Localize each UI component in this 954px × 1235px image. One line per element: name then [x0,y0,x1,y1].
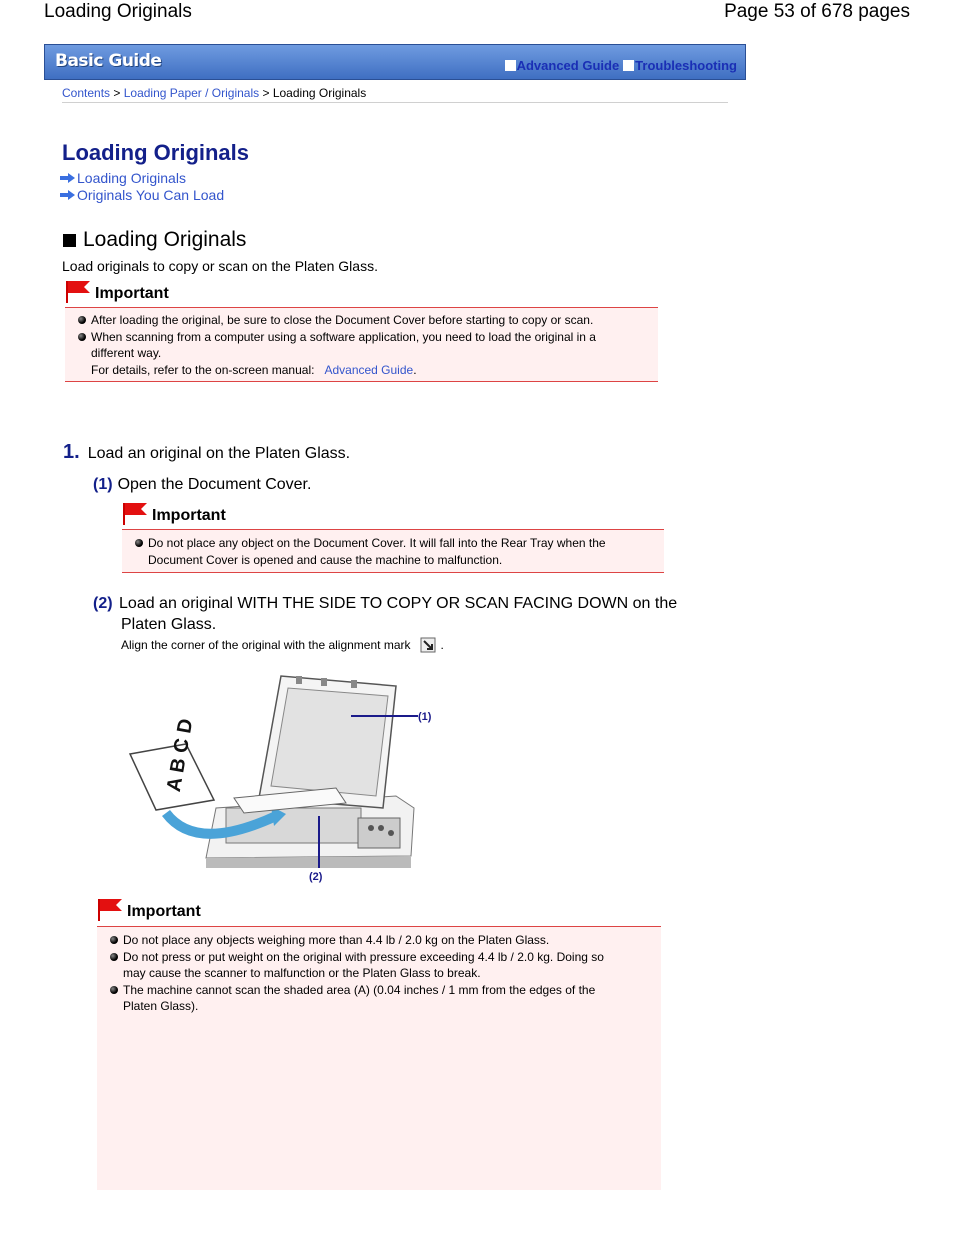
substep-1 [93,476,311,494]
advanced-guide-link[interactable] [505,58,620,73]
bullet-icon [110,936,118,944]
substep-2 [93,593,677,635]
callout-label-2: (2) [309,871,323,883]
list-item: After loading the original, be sure to close the Document Cover before starting to copy or scan. [76,312,658,329]
red-flag-icon [66,281,92,303]
document-title: Loading Originals [44,1,192,22]
bullet-icon [78,316,86,324]
red-flag-icon [98,899,124,921]
substep-text: Load an original WITH THE SIDE TO COPY OR SCAN FACING DOWN on the [119,595,678,612]
step-text: Load an original on the Platen Glass. [87,445,351,462]
section-heading [63,228,246,252]
bullet-icon [78,333,86,341]
list-item: Do not place any objects weighing more than 4.4 lb / 2.0 kg on the Platen Glass. [108,932,661,949]
alignment-mark-icon [420,637,436,653]
important-label: Important [152,507,226,524]
arrow-right-icon [60,173,75,183]
alignment-instruction: Align the corner of the original with the alignment mark . [121,638,444,652]
paper-letters: A B C D [162,717,198,794]
square-bullet-icon [63,234,76,247]
breadcrumb-separator: > [110,86,124,100]
list-item: Do not press or put weight on the original with pressure exceeding 4.4 lb / 2.0 kg. Doing so may cause the scanner to malfunction or the Platen Glass to break. [108,949,661,982]
advanced-guide-inline-link[interactable]: Advanced Guide [324,362,414,377]
important-box [97,926,661,1190]
section-heading-text: Loading Originals [83,228,247,251]
list-item: Do not place any object on the Document Cover. It will fall into the Rear Tray when the Document Cover is opened and cause the machine to malfunction. [133,535,664,568]
platen-glass-illustration [126,668,446,886]
banner-links [505,58,737,73]
guide-banner [44,44,746,80]
breadcrumb-separator: > [259,86,273,100]
substep-number: (1) [93,476,113,493]
breadcrumb-contents-link[interactable]: Contents [62,86,111,100]
square-icon [623,60,634,71]
page-indicator: Page 53 of 678 pages [724,1,910,22]
breadcrumb-divider [62,102,728,103]
basic-guide-logo: Basic Guide [55,51,162,71]
step-1 [63,441,350,464]
arrow-right-icon [60,190,75,200]
substep-text: Open the Document Cover. [117,476,312,493]
important-box [122,529,664,573]
substep-text-continued: Platen Glass. [121,616,217,633]
toc-link-label: Originals You Can Load [77,187,225,203]
troubleshooting-link[interactable] [623,58,737,73]
list-item: The machine cannot scan the shaded area (A) (0.04 inches / 1 mm from the edges of the Platen Glass). [108,982,661,1015]
important-box [65,307,658,382]
bullet-icon [110,986,118,994]
toc-link-label: Loading Originals [77,170,186,186]
callout-label-1: (1) [418,711,432,723]
important-heading [66,281,169,303]
important-label: Important [127,903,201,920]
breadcrumb [62,86,366,100]
bullet-icon [110,953,118,961]
toc-link-originals-you-can-load[interactable] [60,187,224,203]
toc-link-loading-originals[interactable] [60,170,186,186]
breadcrumb-loading-paper-link[interactable]: Loading Paper / Originals [123,86,260,100]
list-item: When scanning from a computer using a software application, you need to load the original in a different way. For details, refer to the on-screen manual: Advanced Guide. [76,329,658,379]
substep-number: (2) [93,595,113,612]
bullet-icon [135,539,143,547]
important-label: Important [95,285,169,302]
step-number: 1. [63,441,80,463]
intro-text: Load originals to copy or scan on the Platen Glass. [62,258,378,274]
important-heading [123,503,226,525]
square-icon [505,60,516,71]
important-heading [98,899,201,921]
breadcrumb-current: Loading Originals [272,86,367,100]
red-flag-icon [123,503,149,525]
advanced-guide-label: Advanced Guide [516,58,620,73]
page-title: Loading Originals [62,140,250,165]
troubleshooting-label: Troubleshooting [635,58,737,73]
